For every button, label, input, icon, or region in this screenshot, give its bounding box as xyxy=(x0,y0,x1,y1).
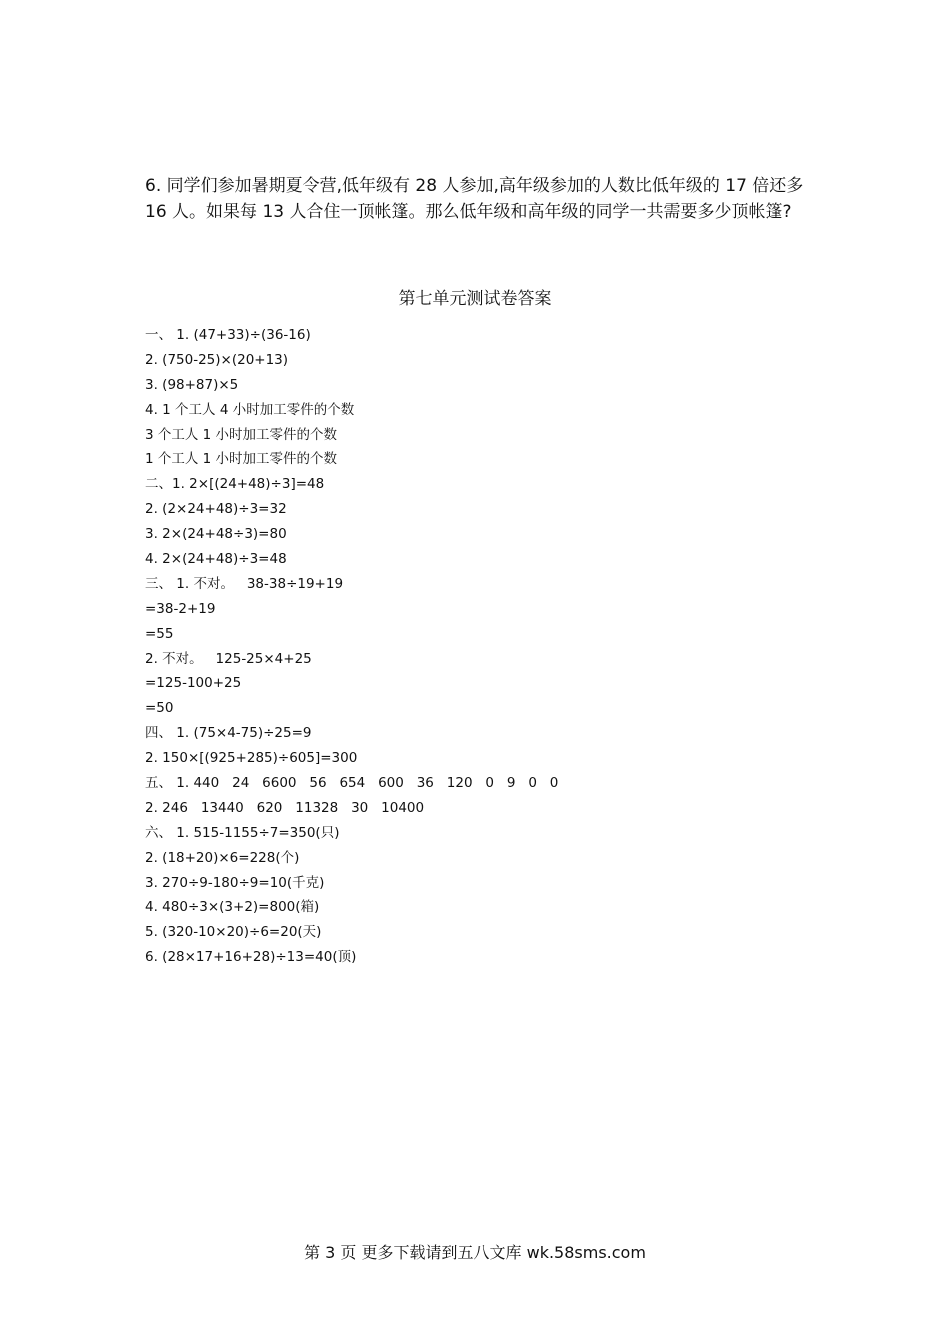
answer-line: 三、 1. 不对。 38-38÷19+19 xyxy=(145,575,344,592)
answer-line: =55 xyxy=(145,625,174,642)
answer-line: 5. (320-10×20)÷6=20(天) xyxy=(145,924,322,941)
answer-line: 2. (2×24+48)÷3=32 xyxy=(145,501,287,518)
answer-line: 2. 150×[(925+285)÷605]=300 xyxy=(145,750,358,767)
answer-line: 六、 1. 515-1155÷7=350(只) xyxy=(145,824,340,841)
answer-line: 2. (750-25)×(20+13) xyxy=(145,351,289,368)
answer-line: =38-2+19 xyxy=(145,600,216,617)
answer-line: 3 个工人 1 小时加工零件的个数 xyxy=(145,426,338,443)
answer-line: =50 xyxy=(145,700,174,717)
page-footer: 第 3 页 更多下载请到五八文库 wk.58sms.com xyxy=(304,1243,646,1262)
answer-line: 2. 246 13440 620 11328 30 10400 xyxy=(145,799,425,816)
question-6: 6. 同学们参加暑期夏令营,低年级有 28 人参加,高年级参加的人数比低年级的 17 倍还多 16 人。如果每 13 人合住一顶帐篷。那么低年级和高年级的同学一共需要多少顶帐篷? xyxy=(145,176,804,222)
answer-list xyxy=(145,323,558,970)
answer-line: 1 个工人 1 小时加工零件的个数 xyxy=(145,451,338,468)
answer-line: 2. (18+20)×6=228(个) xyxy=(145,849,300,866)
answer-line: 4. 2×(24+48)÷3=48 xyxy=(145,551,287,568)
answer-line: 3. 2×(24+48÷3)=80 xyxy=(145,526,287,543)
answer-line: 3. (98+87)×5 xyxy=(145,376,239,393)
answer-line: 一、 1. (47+33)÷(36-16) xyxy=(145,327,311,343)
answer-section-title: 第七单元测试卷答案 xyxy=(398,289,552,309)
answer-line: 2. 不对。 125-25×4+25 xyxy=(145,650,312,667)
answer-line: 二、1. 2×[(24+48)÷3]=48 xyxy=(145,476,325,493)
answer-line: 4. 480÷3×(3+2)=800(箱) xyxy=(145,899,320,916)
answer-line: 6. (28×17+16+28)÷13=40(顶) xyxy=(145,949,357,966)
answer-line: =125-100+25 xyxy=(145,675,242,692)
answer-line: 3. 270÷9-180÷9=10(千克) xyxy=(145,874,325,891)
answer-line: 五、 1. 440 24 6600 56 654 600 36 120 0 9 0 0 xyxy=(145,775,559,792)
answer-line: 四、 1. (75×4-75)÷25=9 xyxy=(145,725,312,742)
answer-line: 4. 1 个工人 4 小时加工零件的个数 xyxy=(145,401,355,418)
